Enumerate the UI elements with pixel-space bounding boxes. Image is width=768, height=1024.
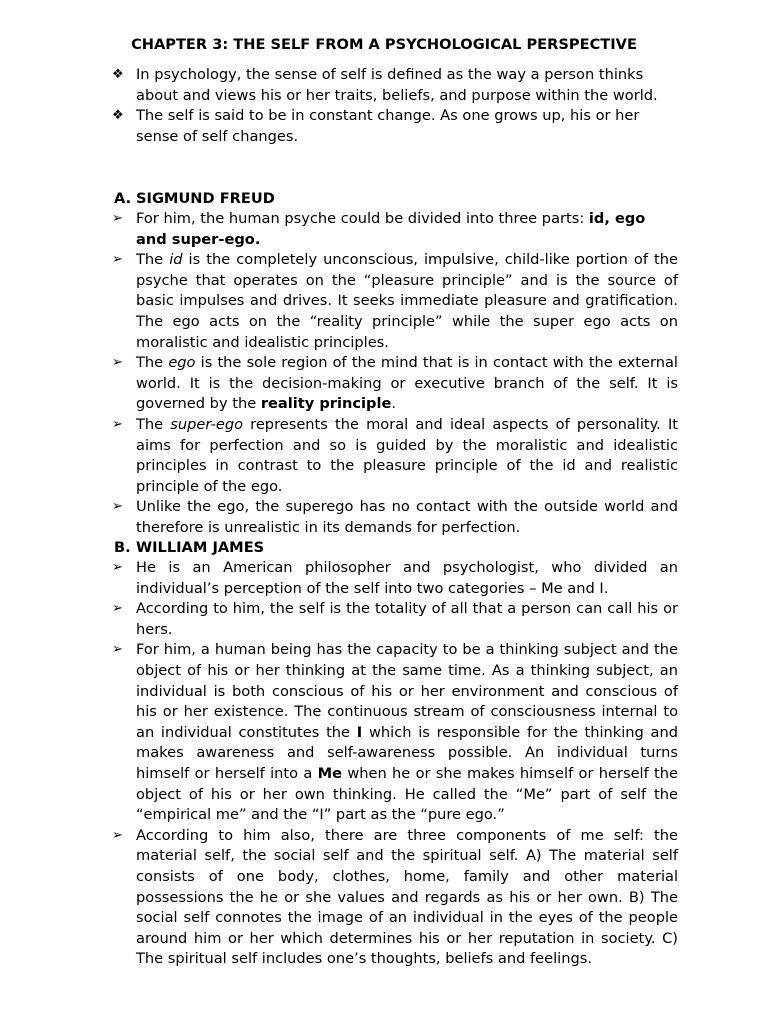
list-item: [0, 250, 768, 353]
intro-text-1: In psychology, the sense of self is defined as the way a person thinks about and views his or her traits, beliefs, and purpose within the world.: [136, 66, 658, 104]
arrow-bullet-icon: ➢: [112, 560, 123, 575]
section-a-letter: A.: [114, 190, 132, 207]
diamond-bullet-icon: ❖: [112, 108, 124, 124]
freud-point-5: Unlike the ego, the superego has no contact with the outside world and therefore is unrealistic in its demands for perfection.: [136, 498, 678, 536]
diamond-bullet-icon: ❖: [112, 67, 124, 82]
james-point-3: For him, a human being has the capacity to be a thinking subject and the object of his or her thinking at the same time. As a thinking subject, an individual is both conscious of his or her environment and conscious of his or her existence. The continuous stream of consciousness internal to an individual constitutes the I which is responsible for the thinking and makes awareness and self-awareness possible. An individual turns himself or herself into a Me when he or she makes himself or herself the object of his or her own thinking. He called the “Me” part of self the “empirical me” and the “I” part as the “pure ego.”: [136, 641, 678, 824]
intro-text-2: The self is said to be in constant change. As one grows up, his or her sense of self changes.: [136, 107, 640, 145]
list-item: [0, 640, 768, 825]
arrow-bullet-icon: ➢: [112, 355, 123, 371]
arrow-bullet-icon: ➢: [112, 252, 123, 268]
arrow-bullet-icon: ➢: [112, 416, 123, 432]
list-item: [0, 558, 768, 599]
list-item: [0, 497, 768, 538]
section-b-letter: B.: [114, 539, 131, 556]
freud-point-4: The super-ego represents the moral and ideal aspects of personality. It aims for perfection and so is guided by the moralistic and idealistic principles in contrast to the pleasure principle of the id and realistic principle of the ego.: [136, 415, 678, 495]
james-point-1: He is an American philosopher and psychologist, who divided an individual’s perception of the self into two categories – Me and I.: [136, 559, 678, 597]
arrow-bullet-icon: ➢: [112, 211, 123, 226]
arrow-bullet-icon: ➢: [112, 499, 123, 515]
james-point-4: According to him also, there are three components of me self: the material self, the social self and the spiritual self. A) The material self consists of one body, clothes, home, family and other material possessions the he or she values and regards as his or her own. B) The social self connotes the image of an individual in the eyes of the people around him or her which determines his or her reputation in society. C) The spiritual self includes one’s thoughts, beliefs and feelings.: [136, 826, 678, 968]
section-b-list: [0, 558, 768, 970]
section-a-name: SIGMUND FREUD: [136, 190, 275, 207]
arrow-bullet-icon: ➢: [112, 827, 123, 843]
list-item: [0, 826, 768, 970]
list-item: [0, 353, 768, 415]
section-a-heading: [114, 189, 275, 210]
section-b-name: WILLIAM JAMES: [136, 539, 265, 556]
freud-point-2: The id is the completely unconscious, impulsive, child-like portion of the psyche that operates on the “pleasure principle” and is the source of basic impulses and drives. It seeks immediate pleasure and gratification. The ego acts on the “reality principle” while the super ego acts on moralistic and idealistic principles.: [136, 251, 678, 351]
section-a-list: [0, 209, 768, 539]
freud-point-3: The ego is the sole region of the mind that is in contact with the external world. It is the decision-making or executive branch of the self. It is governed by the reality principle.: [136, 354, 678, 413]
james-point-2: According to him, the self is the totality of all that a person can call his or hers.: [136, 600, 678, 638]
chapter-title: CHAPTER 3: THE SELF FROM A PSYCHOLOGICAL PERSPECTIVE: [131, 36, 637, 53]
arrow-bullet-icon: ➢: [112, 642, 123, 658]
list-item: [0, 209, 768, 250]
intro-item: [0, 106, 768, 147]
intro-list: [0, 65, 768, 147]
arrow-bullet-icon: ➢: [112, 601, 123, 617]
section-b-heading: [114, 538, 264, 559]
list-item: [0, 599, 768, 640]
freud-point-1: For him, the human psyche could be divided into three parts: id, ego and super-ego.: [136, 210, 646, 248]
list-item: [0, 415, 768, 497]
intro-item: [0, 65, 768, 106]
